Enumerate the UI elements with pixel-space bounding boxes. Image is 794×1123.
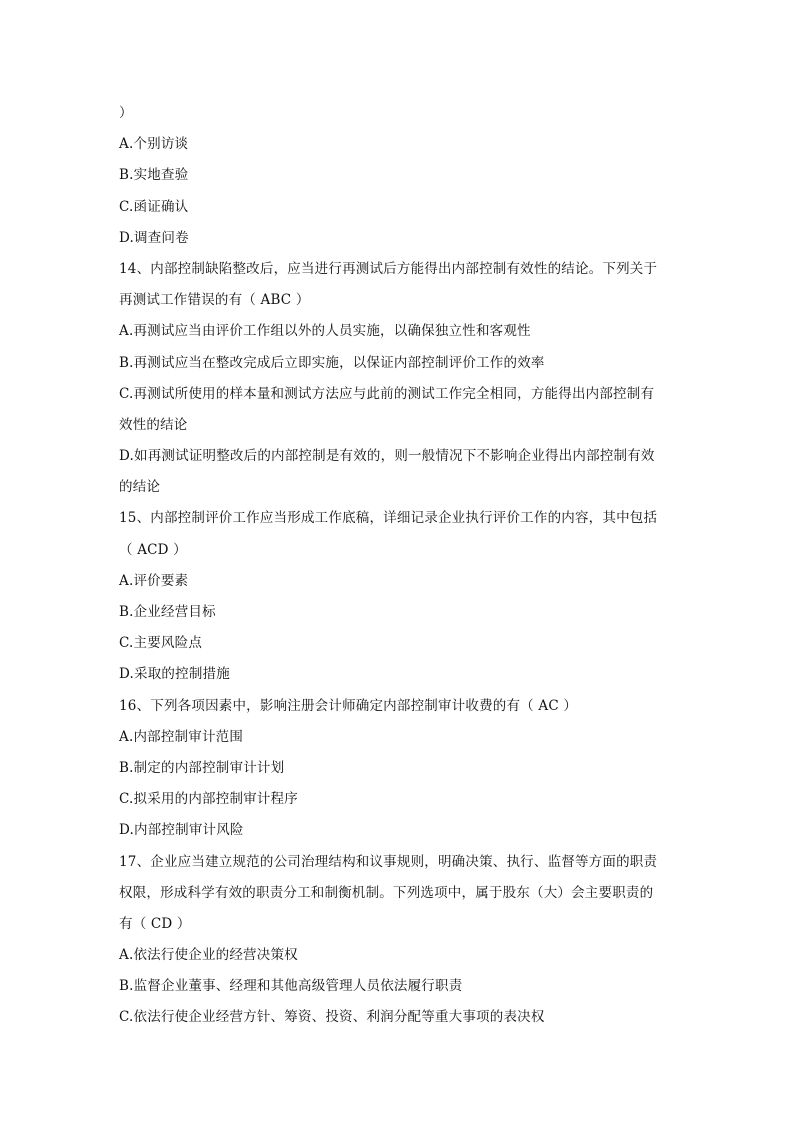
option-line: A.依法行使企业的经营决策权: [119, 947, 298, 964]
closing-paren: ）: [119, 105, 133, 121]
option-line: 效性的结论: [119, 416, 188, 433]
option-line: B.再测试应当在整改完成后立即实施，以保证内部控制评价工作的效率: [119, 354, 545, 371]
question-14-text: 再测试工作错误的有（ ABC ）: [119, 292, 310, 309]
option-line: C.再测试所使用的样本量和测试方法应与此前的测试工作完全相同，方能得出内部控制有: [119, 385, 655, 402]
question-15-text: 15、内部控制评价工作应当形成工作底稿，详细记录企业执行评价工作的内容，其中包括: [119, 510, 658, 527]
option-line: A.内部控制审计范围: [119, 728, 244, 745]
option-line: B.制定的内部控制审计计划: [119, 759, 285, 776]
question-17-text: 17、企业应当建立规范的公司治理结构和议事规则，明确决策、执行、监督等方面的职责: [119, 853, 658, 870]
option-line: D.调查问卷: [119, 229, 189, 246]
question-16-text: 16、下列各项因素中，影响注册会计师确定内部控制审计收费的有（ AC ）: [119, 697, 578, 714]
option-line: A.个别访谈: [119, 136, 189, 153]
option-line: C.依法行使企业经营方针、筹资、投资、利润分配等重大事项的表决权: [119, 1009, 545, 1026]
question-14-text: 14、内部控制缺陷整改后，应当进行再测试后方能得出内部控制有效性的结论。下列关于: [119, 260, 658, 277]
option-line: D.采取的控制措施: [119, 666, 230, 683]
option-line: B.监督企业董事、经理和其他高级管理人员依法履行职责: [119, 978, 463, 995]
option-line: 的结论: [119, 479, 161, 496]
option-line: C.主要风险点: [119, 635, 203, 652]
question-15-text: （ ACD ）: [119, 541, 187, 558]
option-line: C.拟采用的内部控制审计程序: [119, 791, 298, 808]
question-17-text: 权限，形成科学有效的职责分工和制衡机制。下列选项中，属于股东（大）会主要职责的: [119, 884, 654, 901]
option-line: C.函证确认: [119, 198, 189, 215]
option-line: B.企业经营目标: [119, 604, 216, 620]
option-line: D.内部控制审计风险: [119, 822, 244, 839]
document-body: [119, 98, 679, 1034]
question-17-text: 有（ CD ）: [119, 915, 191, 932]
option-line: D.如再测试证明整改后的内部控制是有效的，则一般情况下不影响企业得出内部控制有效: [119, 448, 655, 465]
option-line: A.再测试应当由评价工作组以外的人员实施，以确保独立性和客观性: [119, 323, 531, 340]
option-line: A.评价要素: [119, 572, 189, 589]
option-line: B.实地查验: [119, 167, 189, 184]
